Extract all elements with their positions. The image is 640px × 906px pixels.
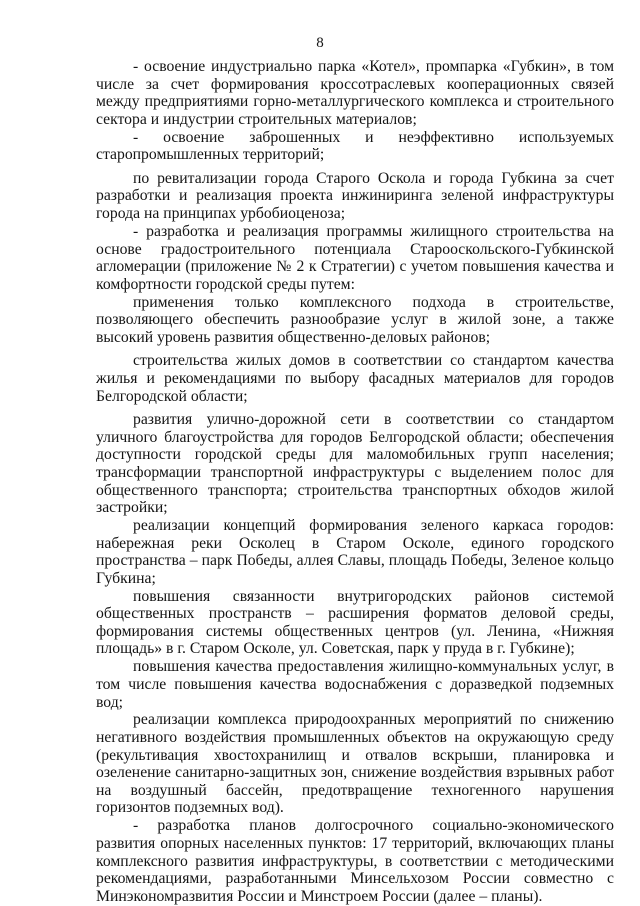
page-number: 8 (316, 35, 324, 51)
paragraph-housing-standard: строительства жилых домов в соответствии со стандартом качества жилья и рекомендациями по выбору фасадных материалов для городов Белгородской области; (96, 352, 614, 405)
paragraph-abandoned-territories: - освоение заброшенных и неэффективно используемых старопромышленных территорий; (96, 128, 614, 164)
paragraph-street-network: развития улично-дорожной сети в соответствии со стандартом уличного благоустройства для городов Белгородской области; обеспечения доступности городской среды для маломобильных групп населения; трансформации транспортной инфраструктуры с выделением полос для общественного транспорта; строительства транспортных обходов жилой застройки; (96, 411, 614, 517)
paragraph-environmental: реализации комплекса природоохранных мероприятий по снижению негативного воздействия промышленных объектов на окружающую среду (рекультивация хвостохранилищ и отвалов вскрыши, планировка и озеленение санитарно-защитных зон, снижение воздействия взрывных работ на воздушный бассейн, предотвращение техногенного нарушения горизонтов подземных вод). (96, 711, 614, 817)
paragraph-industrial-park: - освоение индустриально парка «Котел», промпарка «Губкин», в том числе за счет формирования кроссотраслевых кооперационных связей между предприятиями горно-металлургического комплекса и строительного сектора и индустрии строительных материалов; (96, 58, 614, 128)
paragraph-housing-program: - разработка и реализация программы жилищного строительства на основе градостроительного потенциала Старооскольского-Губкинской агломерации (приложение № 2 к Стратегии) с учетом повышения качества и комфортности городской среды путем: (96, 222, 614, 293)
paragraph-green-framework: реализации концепций формирования зеленого каркаса городов: набережная реки Осколец в Старом Осколе, единого городского пространства – парк Победы, аллея Славы, площадь Победы, Зеленое кольцо Губкина; (96, 517, 614, 587)
paragraph-utilities: повышения качества предоставления жилищно-коммунальных услуг, в том числе повышения качества водоснабжения с доразведкой подземных вод; (96, 658, 614, 711)
paragraph-public-spaces: повышения связанности внутригородских районов системой общественных пространств – расширения форматов деловой среды, формирования системы общественных центров (ул. Ленина, «Нижняя площадь» в г. Старом Осколе, ул. Советская, парк у пруда в г. Губкине); (96, 587, 614, 658)
paragraph-development-plans: - разработка планов долгосрочного социально-экономического развития опорных населенных пунктов: 17 территорий, включающих планы комплексного развития инфраструктуры, в соответствии с методическими рекомендациями, разработанными Минсельхозом России совместно с Минэкономразвития России и Минстроем России (далее – планы). (96, 817, 614, 905)
paragraph-revitalization: по ревитализации города Старого Оскола и города Губкина за счет разработки и реализация проекта инжиниринга зеленой инфраструктуры города на принципах урбобиоценоза; (96, 169, 614, 223)
paragraph-complex-approach: применения только комплексного подхода в строительстве, позволяющего обеспечить разнообразие услуг в жилой зоне, а также высокий уровень развития общественно-деловых районов; (96, 293, 614, 346)
document-body (96, 58, 614, 906)
